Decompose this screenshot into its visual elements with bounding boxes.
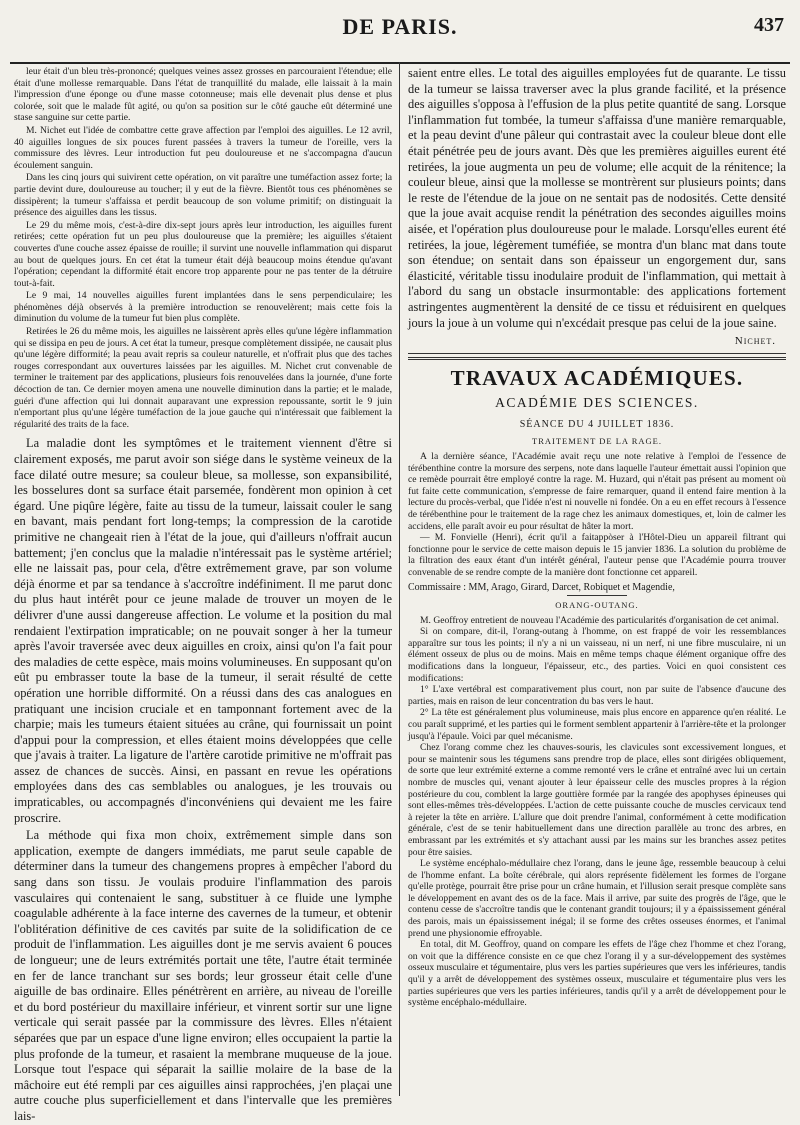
- report-paragraph: — M. Fonvielle (Henri), écrit qu'il a faitappòser à l'Hôtel-Dieu un appareil filtrant qui fonctionne pour le service de cette maison depuis le 15 janvier 1836. La solution du problème de la filtration des eaux étant d'un intérêt général, l'auteur pense que l'Académie pourra trouver convenable de se rendre compte de la manière dont fonctionne cet appareil.: [408, 532, 786, 579]
- section-title: TRAVAUX ACADÉMIQUES.: [450, 366, 744, 391]
- case-paragraph: M. Nichet eut l'idée de combattre cette grave affection par l'emploi des aiguilles. Le 12 avril, 40 aiguilles longues de six pouces furent passées à travers la tumeur de l'oreille, vers la commissure des lèvres. Leur introduction fut peu douloureuse et ne s'accompagna d'aucun écoulement sanguin.: [14, 124, 392, 171]
- session-date: SÉANCE DU 4 JUILLET 1836.: [519, 419, 675, 431]
- case-paragraph: leur était d'un bleu très-prononcé; quelques veines assez grosses en parcouraient l'étendue; elle était d'une mollesse remarquable. Dans l'état de tranquillité du malade, elle laissait à la main l'impression d'une éponge ou d'une masse cotonneuse; mais elle devenait plus dense et plus colorée, soit que le malade fût agité, ou qu'on sa position sur le côté gauche eût déterminé une stase sanguine sur cette partie.: [14, 66, 392, 124]
- page-number: 437: [754, 14, 784, 36]
- body-paragraph: La maladie dont les symptômes et le traitement viennent d'être si clairement exposés, me parut avoir son siége dans le système veineux de la face dilaté outre mesure; sa couleur bleue, sa mollesse, son expansibilité, les bosselures dont sa surface était parsemée, fondèrent mon opinion à cet égard. Une piqûre légère, faite au tissu de la tumeur, laissait couler le sang en bavant, mais pendant fort long-temps; la compression de la carotide primitive ne changeait rien à l'état de la joue, qui d'ailleurs n'offrait aucun battement; j'en conclus que la maladie n'intéressait pas le système artériel; elle ne laissait pas, pour cela, d'être extrêmement grave, par son volume déjà énorme et par sa tendance à s'accroître indéfiniment. Il me parut donc du plus haut intérêt pour ce jeune malade de trouver un moyen de le délivrer d'une aussi dangereuse affection. Le volume et la position du mal rendaient l'extirpation impraticable; on ne pouvait songer à her la tumeur après l'avoir traversée avec deux aiguilles en croix, ainsi qu'on l'a fait pour des maladies de cette espèce, mais moins volumineuses. En supposant qu'on eût pu embrasser toute la base de la tumeur, il serait résulté de cette opération une horrible difformité. On a réussi dans des cas analogues en pratiquant une incision cruciale et en tamponnant fortement avec de la charpie; mais les tumeurs étaient situées au crâne, qui fournissait un point d'appui pour la compression, et elles étaient moins développées que celle que j'avais à traiter. La ligature de l'artère carotide primitive ne m'offrait pas assez de chances de succès. Ainsi, en passant en revue les opérations employées dans des cas semblables ou analogues, je les trouvais ou impraticables, ou accompagnés d'inconvéniens qui devaient me les faire proscrire.: [14, 436, 392, 825]
- topic-heading-orang: ORANG-OUTANG.: [555, 599, 639, 610]
- report-paragraph: Chez l'orang comme chez les chauves-souris, les clavicules sont excessivement longues, et pour se maintenir sous les tégumens sans prendre trop de place, elles sont dirigées obliquement, de sorte que leur extrémité externe a comme remonté vers le crâne et entraîné avec lui un certain nombre de muscles qui, venant ajouter à leur épaisseur celle des muscles propres à la région postérieure du cou, comblent la large gouttière formée par la rangée des apophyses épineuses qui sont elles-mêmes très-développées. L'action de cette puissante couche de muscles cervicaux tend à rejeter la tête en arrière. L'allure que doit prendre l'animal, conformément à cette modification générale, c'est de se tenir habituellement dans une direction parallèle au tronc des arbres, en embrassant par les extrémités et s'y attachant aussi par les mains sur les branches assez petites pour être saisies.: [408, 742, 786, 858]
- case-paragraph: Retirées le 26 du même mois, les aiguilles ne laissèrent après elles qu'une légère inflammation qui se dissipa en peu de jours. A cet état la tumeur, presque complètement dissipée, ne causait plus qu'une légère difformité; la peau avait repris sa couleur naturelle, et n'offrait plus que des taches rouges correspondant aux ouvertures laissées par les aiguilles. M. Nichet crut convenable de terminer le traitement par des applications, plusieurs fois renouvelées dans la journée, d'une forte décoction de tan. Ce dernier moyen amena une nouvelle diminution dans la partie; et le malade, guéri d'une affection qui lui donnait auparavant une expression repoussante, sortit le 9 juin n'emportant plus qu'une légère tuméfaction de la joue gauche qui n'intéressait que faiblement la régularité des traits de la face.: [14, 326, 392, 430]
- report-paragraph: Si on compare, dit-il, l'orang-outang à l'homme, on est frappé de voir les ressemblances apparaître sur tous les points; il n'y a ni un vaisseau, ni un nerf, ni une fibre musculaire, ni un élément osseux de plus ou de moins. Mais en même temps chaque élément organique offre des modifications dans la longueur, l'épaisseur, etc., des parties. Voici en quoi consistent ces modifications:: [408, 626, 786, 684]
- section-double-rule: [408, 357, 786, 360]
- topic-rage-text: [408, 451, 786, 579]
- commission-line: Commissaire : MM, Arago, Girard, Darcet, Robiquet et Magendie,: [408, 581, 675, 593]
- topic-heading-rage: TRAITEMENT DE LA RAGE.: [532, 436, 662, 447]
- report-paragraph: 1° L'axe vertébral est comparativement plus court, non par suite de l'absence d'aucune des parties, mais en raison de leur concentration du bas vers le haut.: [408, 684, 786, 707]
- case-paragraph: Le 29 du même mois, c'est-à-dire dix-sept jours après leur introduction, les aiguilles furent retirées; cette opération fut un peu plus douloureuse que la première; les aiguilles s'étaient couvertes d'une couche assez épaisse de rouille; il survint une nouvelle inflammation qui disparut au bout de quelques jours. En cet état la tumeur était déjà beaucoup moins étendue qu'avant l'opération; cependant la difformité était encore trop apparente pour ne pas tenter de la détruire tout-à-fait.: [14, 219, 392, 289]
- report-paragraph: M. Geoffroy entretient de nouveau l'Académie des particularités d'organisation de cet animal.: [420, 614, 779, 626]
- subsection-title: ACADÉMIE DES SCIENCES.: [495, 395, 699, 411]
- case-paragraph: Le 9 mai, 14 nouvelles aiguilles furent implantées dans le sens perpendiculaire; les phénomènes déjà observés à la première introduction se renouvelèrent; mais cette fois la diminution du volume de la tumeur fut bien plus complète.: [14, 290, 392, 325]
- case-notes: [14, 66, 392, 430]
- article-continuation: [408, 66, 786, 331]
- body-paragraph: La méthode qui fixa mon choix, extrêmement simple dans son application, exempte de dangers immédiats, me parut seule capable de déterminer dans la tumeur des changemens propres à empêcher l'abord du sang dans son tissu. Je voulais produire l'inflammation des parois vasculaires qui contenaient le sang, substituer à ce fluide une lymphe coagulable adhérente à la face interne des cavernes de la tumeur, et obtenir l'oblitération définitive de ces cavités par suite de la solidification de ce produit de l'inflammation. Les aiguilles dont je me servis avaient 6 pouces de longueur; une de leurs extrémités portait une tête, l'autre était terminée en fer de lance tranchant sur ses bords; leur grosseur était celle d'une aiguille de bas ordinaire. Elles pénétrèrent en arrière, au niveau de l'oreille et du bord postérieur du maxillaire inférieur, et vinrent sortir sur une ligne verticale qui serait passée par la commissure des lèvres. Elles n'étaient séparées que par un espace d'une ligne environ; elles occupaient la partie la plus profonde de la tumeur, et rasaient la membrane muqueuse de la joue. Lorsque tout l'espace qui séparait la saillie molaire de la base de la mâchoire eut été rempli par ces aiguilles ainsi rapprochées, j'en plaçai une autre couche plus superficiellement et dans l'intervalle que les premières lais-: [14, 828, 392, 1123]
- topic-orang-text: [408, 615, 786, 1009]
- section-rule: [408, 353, 786, 354]
- report-paragraph: En total, dit M. Geoffroy, quand on compare les effets de l'âge chez l'homme et chez l'orang, on voit que la différence consiste en ce que chez l'orang il y a sur-développement des systèmes osseux musculaire et tégumentaire, plus vers les parties supérieures que vers les inférieures, tandis qu'il y a arrêt de développement des systèmes osseux, musculaire et tégumentaire plus vers les parties supérieures que vers les parties inférieures, tandis qu'il y a arrêt de développement pour le système encéphalo-médullaire.: [408, 939, 786, 1009]
- article-body: [14, 436, 392, 1124]
- page-header: [10, 0, 790, 64]
- short-rule: [567, 595, 627, 596]
- continuation-paragraph: saient entre elles. Le total des aiguilles employées fut de quarante. Le tissu de la tumeur se laissa traverser avec la plus grande facilité, et la présence des aiguilles s'opposa à l'effusion de la plus petite quantité de sang. Lorsque l'inflammation fut tombée, la tumeur s'affaissa d'une manière remarquable, et la peau devint d'une pâleur qui contrastait avec la couleur bleue dont elle était pénétrée peu de jours avant. Dès que les premières aiguilles eurent été retirées, la joue augmenta un peu de volume; elle acquit de la rénitence; la couleur bleue, ainsi que la mollesse se montrèrent sur plusieurs points; dans le reste de l'étendue de la joue on ne sentait pas de nodosités. Cette densité que la joue avait acquise rendit la pénétration des secondes aiguilles moins aisée, et l'opération plus douloureuse pour le malade. Lorsqu'elles eurent été retirées, la joue, légèrement tuméfiée, se montra d'un blanc mat dans toute son étendue; on sentait dans son épaisseur un engorgement dur, sans élasticité, véritable tissu inodulaire produit de l'inflammation, qui mettait à l'abord du sang un obstacle insurmontable: des applications fortement astringentes augmentèrent la densité de ce tissu et réduisirent en quelques jours la joue à un volume qui n'excédait presque pas celui de la joue saine.: [408, 66, 786, 330]
- column-divider: [399, 62, 400, 1096]
- report-paragraph: A la dernière séance, l'Académie avait reçu une note relative à l'emploi de l'essence de térébenthine contre la morsure des serpens, note dans laquelle l'auteur émettait aussi l'opinion que ce remède pourrait être employé contre la rage. M. Huzard, qui n'était pas présent au moment où fut faite cette communication, s'empresse de faire remarquer, quand il entend faire mention à la lecture du procès-verbal, que l'idée n'est ni nouvelle ni fondée. On a eu en effet recours à l'essence de térébenthine pour le traitement de la rage chez les animaux domestiques, et, loin de calmer les accidens, elle paraît avoir eu pour résultat de hâter la mort.: [408, 451, 786, 532]
- report-paragraph: Le système encéphalo-médullaire chez l'orang, dans le jeune âge, ressemble beaucoup à celui de l'homme enfant. La boîte cérébrale, qui alors représente fidèlement les formes de l'organe qu'elle protège, pourrait être prise pour un crâne humain, et l'illusion serait presque complète sans le développement en avant des os de la face. Mais il arrive, par suite des progrès de l'âge, que le contenu cesse de s'accroître tandis que le contenant grandit toujours; il y a épaississement général des parois, mais un épaississement inégal; il se forme des crêtes osseuses énormes, et l'animal prend une physionomie effroyable.: [408, 858, 786, 939]
- case-paragraph: Dans les cinq jours qui suivirent cette opération, on vit paraître une tuméfaction assez forte; la partie devint dure, douloureuse au toucher; il y eut de la fièvre. Bientôt tous ces phénomènes se dissipèrent; la tumeur s'affaissa et perdit beaucoup de son volume primitif; on distinguait la présence des aiguilles dans les tissus.: [14, 172, 392, 219]
- left-column: [14, 66, 392, 1123]
- author-signature: Nichet.: [734, 335, 776, 348]
- running-title: DE PARIS.: [342, 14, 458, 39]
- report-paragraph: 2° La tête est généralement plus volumineuse, mais plus encore en apparence qu'en réalité. Le cou paraît supprimé, et les parties qui le forment semblent appartenir à l'arrière-tête et la prolonger jusqu'à l'épaule. Voici par quel mécanisme.: [408, 707, 786, 742]
- right-column: [408, 66, 786, 1096]
